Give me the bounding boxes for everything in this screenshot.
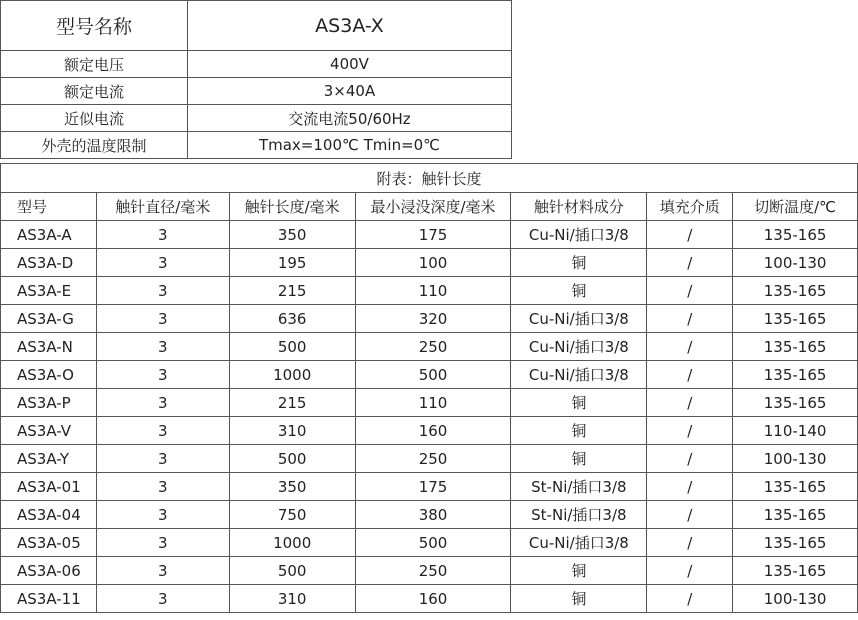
table-row — [1, 473, 858, 501]
table-caption: 附表：触针长度 — [1, 164, 858, 193]
table-cell: 3 — [96, 529, 229, 557]
table-cell: AS3A-N — [1, 333, 97, 361]
table-cell: 500 — [229, 557, 355, 585]
table-cell: 215 — [229, 389, 355, 417]
table-cell: 3 — [96, 333, 229, 361]
spec-label: 型号名称 — [1, 1, 188, 51]
spec-row — [1, 105, 512, 132]
table-cell: 310 — [229, 417, 355, 445]
table-cell: 160 — [355, 417, 511, 445]
table-cell: 3 — [96, 445, 229, 473]
table-cell: 3 — [96, 221, 229, 249]
table-cell: AS3A-D — [1, 249, 97, 277]
table-cell: 3 — [96, 389, 229, 417]
table-cell: St-Ni/插口3/8 — [511, 473, 647, 501]
spec-value: 3×40A — [188, 78, 512, 105]
table-cell: / — [647, 277, 733, 305]
table-cell: AS3A-O — [1, 361, 97, 389]
spec-row — [1, 78, 512, 105]
table-cell: 3 — [96, 361, 229, 389]
table-cell: / — [647, 361, 733, 389]
table-cell: AS3A-06 — [1, 557, 97, 585]
table-cell: 铜 — [511, 445, 647, 473]
table-cell: Cu-Ni/插口3/8 — [511, 529, 647, 557]
table-row — [1, 389, 858, 417]
table-cell: 135-165 — [733, 389, 858, 417]
table-cell: 135-165 — [733, 333, 858, 361]
table-cell: 铜 — [511, 389, 647, 417]
spec-row — [1, 51, 512, 78]
table-row — [1, 277, 858, 305]
table-cell: AS3A-01 — [1, 473, 97, 501]
table-cell: 636 — [229, 305, 355, 333]
table-cell: Cu-Ni/插口3/8 — [511, 221, 647, 249]
probe-length-table — [0, 163, 858, 613]
table-cell: AS3A-05 — [1, 529, 97, 557]
table-cell: 215 — [229, 277, 355, 305]
table-cell: / — [647, 529, 733, 557]
table-cell: 350 — [229, 221, 355, 249]
spec-row — [1, 1, 512, 51]
table-row — [1, 445, 858, 473]
table-cell: 100 — [355, 249, 511, 277]
table-cell: / — [647, 249, 733, 277]
spec-row — [1, 132, 512, 159]
table-cell: 320 — [355, 305, 511, 333]
table-cell: AS3A-11 — [1, 585, 97, 613]
table-row — [1, 333, 858, 361]
table-cell: 250 — [355, 333, 511, 361]
table-cell: / — [647, 445, 733, 473]
spec-label: 额定电流 — [1, 78, 188, 105]
table-cell: 3 — [96, 557, 229, 585]
spec-table — [0, 0, 512, 159]
spec-value: 交流电流50/60Hz — [188, 105, 512, 132]
column-header: 切断温度/℃ — [733, 193, 858, 221]
table-cell: 1000 — [229, 361, 355, 389]
table-cell: 3 — [96, 585, 229, 613]
table-cell: / — [647, 585, 733, 613]
column-header: 最小浸没深度/毫米 — [355, 193, 511, 221]
table-cell: / — [647, 221, 733, 249]
table-cell: 135-165 — [733, 361, 858, 389]
table-cell: 135-165 — [733, 557, 858, 585]
table-cell: 铜 — [511, 417, 647, 445]
table-cell: 750 — [229, 501, 355, 529]
table-cell: 500 — [229, 333, 355, 361]
table-cell: / — [647, 333, 733, 361]
column-header: 触针材料成分 — [511, 193, 647, 221]
column-header: 触针长度/毫米 — [229, 193, 355, 221]
table-cell: Cu-Ni/插口3/8 — [511, 361, 647, 389]
table-cell: 铜 — [511, 557, 647, 585]
table-cell: AS3A-A — [1, 221, 97, 249]
table-cell: 500 — [355, 529, 511, 557]
table-cell: AS3A-G — [1, 305, 97, 333]
table-cell: 100-130 — [733, 445, 858, 473]
table-cell: 135-165 — [733, 305, 858, 333]
table-cell: 3 — [96, 473, 229, 501]
table-cell: / — [647, 557, 733, 585]
table-cell: 175 — [355, 473, 511, 501]
table-cell: 135-165 — [733, 529, 858, 557]
table-cell: 110-140 — [733, 417, 858, 445]
table-cell: 175 — [355, 221, 511, 249]
table-row — [1, 417, 858, 445]
table-row — [1, 305, 858, 333]
column-header: 型号 — [1, 193, 97, 221]
spec-value: Tmax=100℃ Tmin=0℃ — [188, 132, 512, 159]
table-cell: AS3A-Y — [1, 445, 97, 473]
spec-label: 额定电压 — [1, 51, 188, 78]
spec-value: 400V — [188, 51, 512, 78]
table-cell: 110 — [355, 277, 511, 305]
table-cell: AS3A-P — [1, 389, 97, 417]
table-cell: / — [647, 501, 733, 529]
table-cell: / — [647, 417, 733, 445]
table-cell: 3 — [96, 249, 229, 277]
table-row — [1, 361, 858, 389]
spec-label: 近似电流 — [1, 105, 188, 132]
table-cell: 铜 — [511, 249, 647, 277]
table-cell: 铜 — [511, 277, 647, 305]
table-cell: AS3A-E — [1, 277, 97, 305]
table-cell: 250 — [355, 445, 511, 473]
table-cell: 250 — [355, 557, 511, 585]
table-cell: 3 — [96, 305, 229, 333]
table-cell: 195 — [229, 249, 355, 277]
table-cell: Cu-Ni/插口3/8 — [511, 305, 647, 333]
table-cell: / — [647, 389, 733, 417]
table-cell: 100-130 — [733, 249, 858, 277]
table-cell: 160 — [355, 585, 511, 613]
table-cell: 铜 — [511, 585, 647, 613]
table-cell: 135-165 — [733, 501, 858, 529]
table-row — [1, 221, 858, 249]
table-cell: / — [647, 305, 733, 333]
spec-label: 外壳的温度限制 — [1, 132, 188, 159]
table-cell: 110 — [355, 389, 511, 417]
table-cell: 135-165 — [733, 277, 858, 305]
table-cell: AS3A-04 — [1, 501, 97, 529]
table-cell: 3 — [96, 277, 229, 305]
table-cell: 3 — [96, 501, 229, 529]
table-cell: 1000 — [229, 529, 355, 557]
table-cell: 380 — [355, 501, 511, 529]
table-cell: 500 — [355, 361, 511, 389]
table-row — [1, 501, 858, 529]
column-header: 触针直径/毫米 — [96, 193, 229, 221]
table-cell: 3 — [96, 417, 229, 445]
table-row — [1, 585, 858, 613]
table-header-row — [1, 193, 858, 221]
table-cell: 310 — [229, 585, 355, 613]
table-row — [1, 557, 858, 585]
table-cell: 500 — [229, 445, 355, 473]
table-caption-row — [1, 164, 858, 193]
table-row — [1, 529, 858, 557]
table-cell: 350 — [229, 473, 355, 501]
table-cell: 135-165 — [733, 221, 858, 249]
table-row — [1, 249, 858, 277]
table-cell: St-Ni/插口3/8 — [511, 501, 647, 529]
table-cell: 100-130 — [733, 585, 858, 613]
table-cell: 135-165 — [733, 473, 858, 501]
spec-value: AS3A-X — [188, 1, 512, 51]
table-cell: AS3A-V — [1, 417, 97, 445]
table-cell: Cu-Ni/插口3/8 — [511, 333, 647, 361]
table-cell: / — [647, 473, 733, 501]
column-header: 填充介质 — [647, 193, 733, 221]
